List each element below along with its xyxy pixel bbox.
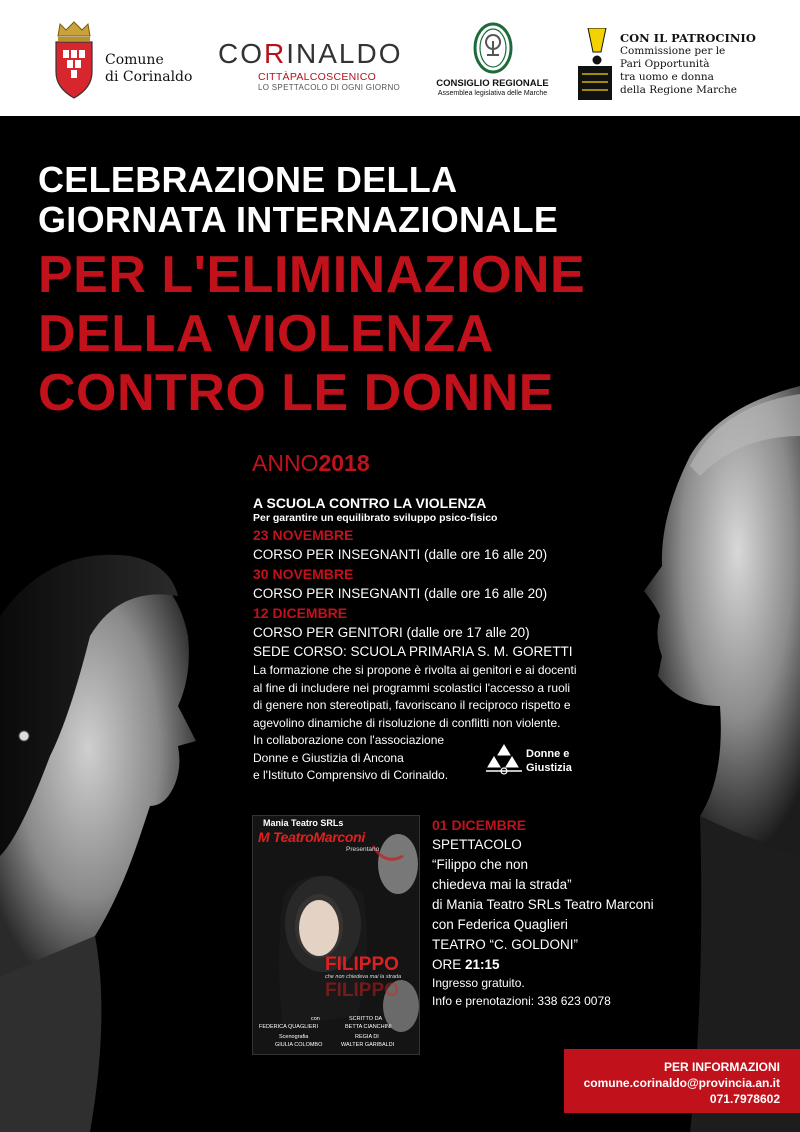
donne-e-giustizia-logo (486, 741, 591, 777)
corinaldo-wordmark: CORINALDO (218, 38, 403, 69)
course-line: CORSO PER INSEGNANTI (dalle ore 16 alle 20) (253, 586, 548, 601)
consiglio-name: CONSIGLIO REGIONALE (436, 78, 549, 89)
info-box (564, 1049, 800, 1113)
school-subtitle: Per garantire un equilibrato sviluppo psico-fisico (253, 512, 498, 524)
pari-opportunita-icon (578, 28, 614, 100)
consiglio-seal-icon (473, 22, 513, 74)
course-line: CORSO PER GENITORI (dalle ore 17 alle 20) (253, 625, 530, 640)
show-section (432, 815, 732, 1010)
corinaldo-citta-palcoscenico-logo (218, 40, 413, 100)
comune-logo (52, 20, 202, 100)
school-section (253, 495, 633, 785)
show-poster: Mania Teatro SRLs M TeatroMarconi Presentano FILIPPO che non chiedeva mai la strada FILIPPO con FEDERICA QUAGLIERI SCRITTO DA BETTA CIANCHINI Scenografia GIULIA COLOMBO REGIA DI WALTER GARIBALDI (252, 815, 420, 1055)
show-company: di Mania Teatro SRLs Teatro Marconi (432, 897, 654, 912)
poster-tagline: che non chiedeva mai la strada (325, 974, 402, 980)
poster-presents: Presentano (346, 846, 380, 853)
show-venue: TEATRO “C. GOLDONI” (432, 937, 579, 952)
poster-title-reflection: FILIPPO (325, 980, 399, 1001)
poster-brand: M TeatroMarconi (258, 829, 365, 845)
show-date: 01 DICEMBRE (432, 817, 527, 833)
school-title: A SCUOLA CONTRO LA VIOLENZA (253, 495, 487, 511)
info-phone[interactable]: 071.7978602 (709, 1092, 780, 1106)
show-title-line: chiedeva mai la strada” (432, 877, 572, 892)
consiglio-regionale-logo (430, 22, 555, 108)
sponsor-header (0, 0, 800, 116)
title-white: CELEBRAZIONE DELLA GIORNATA INTERNAZIONALE (38, 159, 559, 240)
corinaldo-tagline: LO SPETTACOLO DI OGNI GIORNO (258, 83, 401, 92)
course-description: La formazione che si propone è rivolta ai genitori e ai docenti al fine di includere nei programmi scolastici l'accesso a ruoli di genere non stereotipati, favoriscano il reciproco rispetto e agevolino dinamiche di risoluzione di conflitti non violente. (253, 663, 577, 730)
comune-crest-icon (52, 20, 96, 100)
svg-text:Giustizia: Giustizia (526, 762, 572, 774)
show-booking: Info e prenotazioni: 338 623 0078 (432, 993, 611, 1008)
man-profile (644, 386, 800, 1132)
course-line: CORSO PER INSEGNANTI (dalle ore 16 alle 20) (253, 547, 548, 562)
info-email-link[interactable]: comune.corinaldo@provincia.an.it (583, 1076, 780, 1090)
year-label: ANNO2018 (252, 450, 370, 476)
woman-profile (0, 555, 196, 1132)
corinaldo-subtitle: CITTÀPALCOSCENICO (258, 71, 377, 83)
course-date: 23 NOVEMBRE (253, 527, 354, 543)
course-venue: SEDE CORSO: SCUOLA PRIMARIA S. M. GORETTI (253, 644, 573, 659)
pari-opportunita-logo (578, 28, 778, 108)
show-cast: con Federica Quaglieri (432, 917, 568, 932)
show-type: SPETTACOLO (432, 837, 522, 852)
course-date: 30 NOVEMBRE (253, 566, 354, 582)
poster-producer: Mania Teatro SRLs (263, 818, 344, 828)
show-time: ORE 21:15 (432, 957, 500, 972)
title-red: PER L'ELIMINAZIONE DELLA VIOLENZA CONTRO LE DONNE (38, 246, 586, 422)
collaboration-text: In collaborazione con l'associazione Donne e Giustizia di Ancona e l'Istituto Comprensivo di Corinaldo. (253, 733, 449, 782)
show-title-line: “Filippo che non (432, 857, 529, 872)
comune-name: Comune di Corinaldo (105, 52, 193, 85)
patrocinio-text: CON IL PATROCINIO Commissione per le Pari Opportunità tra uomo e donna della Regione Marche (620, 31, 756, 96)
poster-artwork (253, 816, 420, 1055)
info-title: PER INFORMAZIONI (664, 1060, 780, 1074)
course-date: 12 DICEMBRE (253, 605, 348, 621)
consiglio-subtitle: Assemblea legislativa delle Marche (437, 90, 548, 97)
poster-title: FILIPPO (325, 954, 399, 975)
svg-text:Donne e: Donne e (526, 748, 570, 760)
show-free-entry: Ingresso gratuito. (432, 976, 525, 990)
